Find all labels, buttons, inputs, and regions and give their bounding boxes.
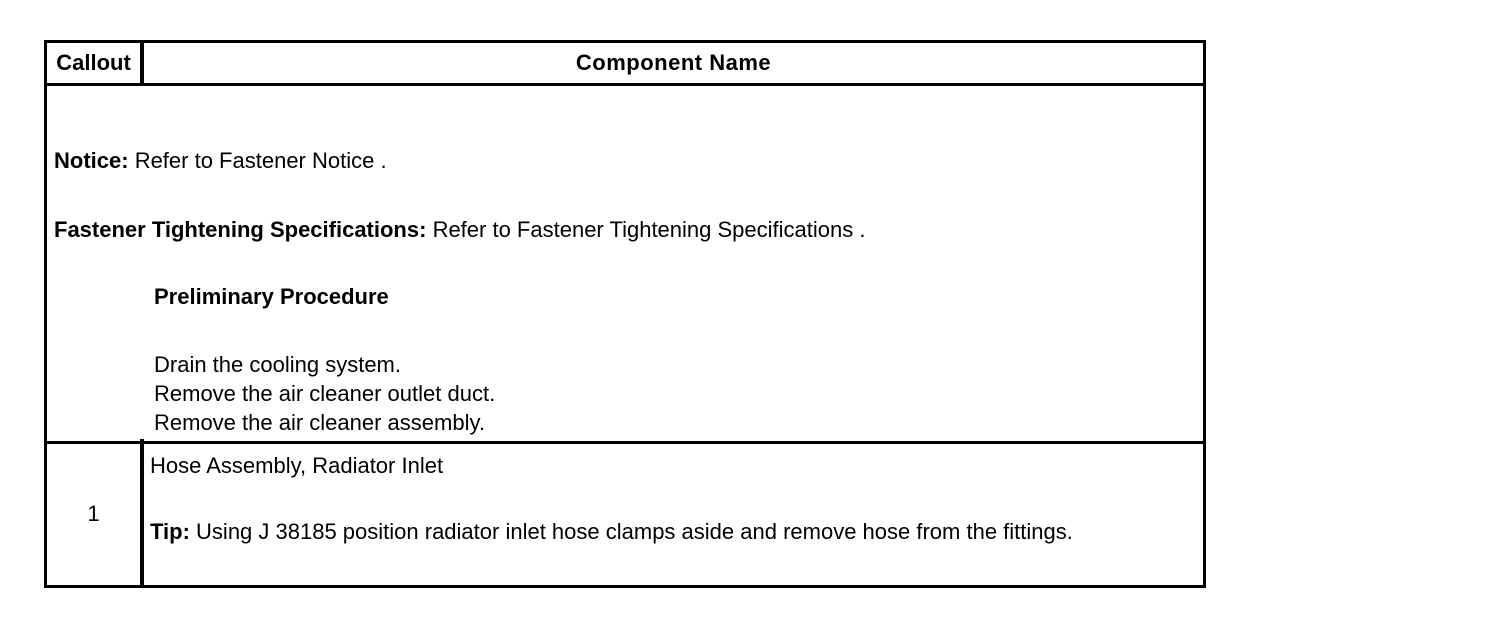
table-header-row xyxy=(47,43,1203,86)
row-callout-number: 1 xyxy=(87,501,100,526)
procedure-step: Remove the air cleaner assembly. xyxy=(154,410,485,435)
notice-text: Refer to Fastener Notice . xyxy=(134,148,387,173)
fastener-spec-label: Fastener Tightening Specifications: xyxy=(54,217,427,242)
intro-block xyxy=(47,86,1203,441)
column-divider xyxy=(140,439,144,585)
header-component-name: Component Name xyxy=(575,50,772,75)
row-tip xyxy=(150,519,1073,545)
row-divider xyxy=(47,441,1203,444)
notice-label: Notice: xyxy=(54,148,129,173)
tip-label: Tip: xyxy=(150,519,190,544)
procedure-step: Remove the air cleaner outlet duct. xyxy=(154,381,496,406)
tip-text: Using J 38185 position radiator inlet hose clamps aside and remove hose from the fittings. xyxy=(196,519,1073,544)
procedure-step: Drain the cooling system. xyxy=(154,352,401,377)
component-table xyxy=(44,40,1206,588)
fastener-spec-text: Refer to Fastener Tightening Specifications . xyxy=(432,217,866,242)
row-component-name: Hose Assembly, Radiator Inlet xyxy=(150,453,444,478)
fastener-spec-line xyxy=(54,217,865,243)
preliminary-procedure-heading: Preliminary Procedure xyxy=(154,284,389,309)
notice-line xyxy=(54,148,387,174)
header-callout: Callout xyxy=(47,43,144,83)
